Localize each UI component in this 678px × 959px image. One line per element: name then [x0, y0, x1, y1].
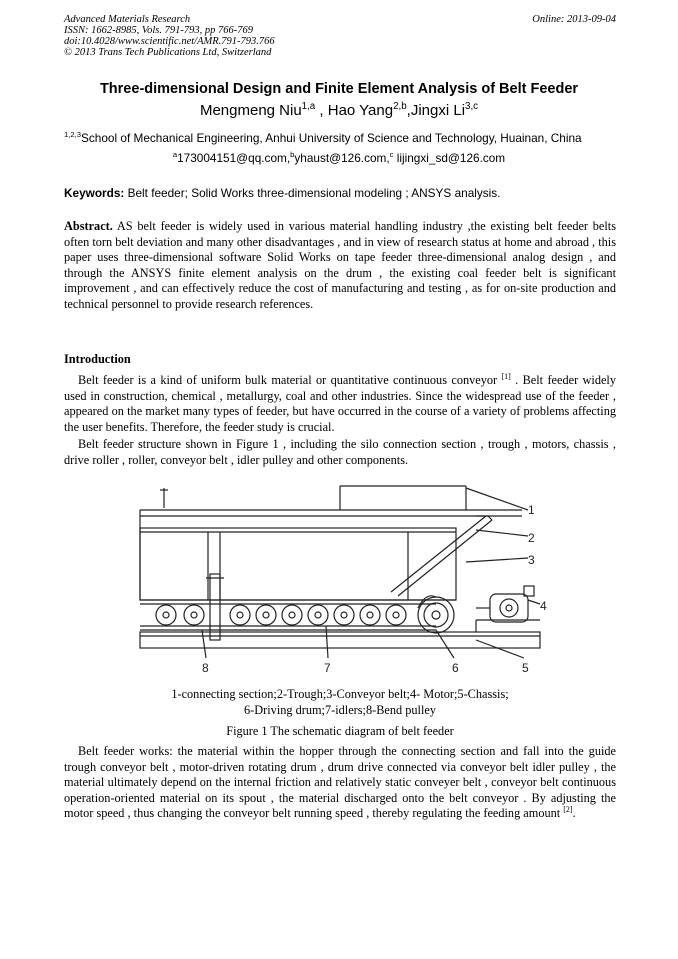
legend-line: 6-Driving drum;7-idlers;8-Bend pulley	[244, 703, 436, 717]
works-text: Belt feeder works: the material within the hopper through the connecting section and fall into the guide trough conveyor belt , motor-driven rotating drum , drum drive connected via conveyor belt idler pulley , the material ultimately depend on the internal friction and relatively static conveyer belt , conveyor belt continuous operation-oriented material on its spout , the material discharged onto the belt conveyor . By adjusting the motor speed , thus changing the conveyor belt running speed , thereby regulating the feeding amount	[64, 744, 616, 821]
author-name: Mengmeng Niu	[199, 102, 302, 119]
citation[interactable]: [1]	[501, 371, 511, 381]
email-link[interactable]: lijingxi_sd@126.com	[393, 151, 506, 165]
author-name: Jingxi Li	[410, 102, 466, 119]
intro-text: Belt feeder is a kind of uniform bulk material or quantitative continuous conveyor	[78, 373, 502, 387]
intro-text: . Belt feeder widely used in construction, chemical , metallurgy, coal and other industries. Since the widespread use of the feeder , appeared on the market many types of feeder, but have occurred in the course of a variety of problems affecting the user benefits. Therefore, the feeder study is crucial.	[64, 373, 616, 434]
figure-label: 3	[528, 553, 535, 567]
affiliation	[64, 131, 624, 145]
author-sep: ,	[315, 102, 328, 119]
email-link[interactable]: yhaust@126.com,	[294, 151, 390, 165]
figure-caption: Figure 1 The schematic diagram of belt feeder	[226, 724, 454, 738]
legend-line: 1-connecting section;2-Trough;3-Conveyor belt;4- Motor;5-Chassis;	[171, 687, 509, 701]
email-list	[40, 151, 638, 165]
author-sup: 1,a	[301, 101, 316, 112]
abstract-label: Abstract.	[64, 219, 113, 233]
journal-name: Advanced Materials Research	[64, 14, 191, 25]
author-list	[40, 102, 638, 119]
works-paragraph	[64, 744, 616, 822]
figure-legend	[64, 686, 616, 718]
copyright-line: © 2013 Trans Tech Publications Ltd, Switzerland	[64, 47, 272, 58]
email-sup: c	[389, 150, 394, 160]
author-name: Hao Yang	[327, 102, 394, 119]
figure-label: 6	[452, 661, 459, 675]
works-end: .	[572, 806, 576, 821]
author-sup: 2,b	[393, 101, 407, 112]
author-sep: ,	[406, 102, 411, 119]
doi-line: doi:10.4028/www.scientific.net/AMR.791-793.766	[64, 36, 275, 47]
keywords	[64, 186, 616, 200]
abstract-text: AS belt feeder is widely used in various material handling industry ,the existing belt feeder belts often torn belt deviation and many other disadvantages , and in view of research status at home and abroad , this paper uses three-dimensional software Solid Works on tape feeder three-dimensional analog design , and through the ANSYS finite element analysis on the drum , the existing coal feeder belt is significant improvement , and can effectively reduce the cost of manufacturing and testing , as for on-site production and technical personnel to provide research references.	[64, 219, 616, 311]
paper-title: Three-dimensional Design and Finite Element Analysis of Belt Feeder	[99, 81, 579, 97]
figure-label: 7	[324, 661, 331, 675]
issn-line: ISSN: 1662-8985, Vols. 791-793, pp 766-769	[64, 25, 253, 36]
online-date: Online: 2013-09-04	[532, 14, 616, 25]
section-heading: Introduction	[64, 352, 131, 366]
abstract	[64, 219, 616, 313]
author-sup: 3,c	[465, 101, 479, 112]
figure-label: 5	[522, 661, 529, 675]
figure-label: 1	[528, 503, 535, 517]
intro-paragraph-2: Belt feeder structure shown in Figure 1 , including the silo connection section , trough , motors, chassis , drive roller , roller, conveyor belt , idler pulley and other components.	[64, 437, 616, 467]
intro-paragraph-1	[64, 373, 616, 435]
figure-label: 8	[202, 661, 209, 675]
keywords-label: Keywords:	[64, 186, 125, 200]
keywords-text: Belt feeder; Solid Works three-dimensional modeling ; ANSYS analysis.	[124, 186, 501, 200]
figure-label: 2	[528, 531, 535, 545]
running-header	[64, 14, 616, 58]
affiliation-sup: 1,2,3	[64, 130, 82, 140]
email-sup: a	[172, 150, 178, 160]
figure-label: 4	[540, 599, 547, 613]
email-link[interactable]: 173004151@qq.com,	[177, 151, 291, 165]
belt-feeder-diagram	[136, 480, 556, 680]
email-sup: b	[290, 150, 295, 160]
citation[interactable]: [2]	[563, 805, 573, 815]
affiliation-text: School of Mechanical Engineering, Anhui University of Science and Technology, Huainan, China	[81, 131, 582, 145]
